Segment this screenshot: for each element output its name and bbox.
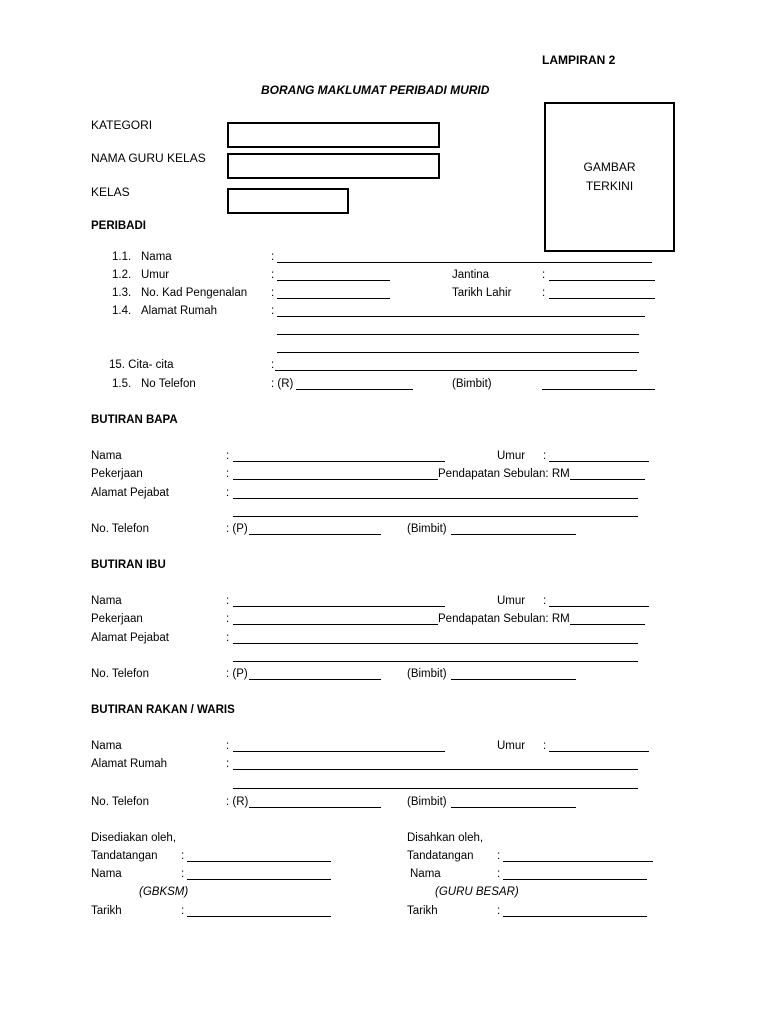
photo-label-line1: GAMBAR <box>583 160 636 174</box>
waris-heading: BUTIRAN RAKAN / WARIS <box>91 704 235 716</box>
bapa-bimbit-label: (Bimbit) <box>407 523 447 535</box>
bapa-nama-label: Nama <box>91 450 122 462</box>
waris-alamat-line-1[interactable] <box>233 769 638 770</box>
colon: : <box>226 632 230 644</box>
ibu-nama-line[interactable] <box>233 606 445 607</box>
ibu-nama-label: Nama <box>91 595 122 607</box>
left-tandatangan-label: Tandatangan <box>91 850 158 862</box>
peribadi-heading: PERIBADI <box>91 220 146 232</box>
colon: : <box>226 450 230 462</box>
bapa-alamat-line-2[interactable] <box>233 516 638 517</box>
form-title: BORANG MAKLUMAT PERIBADI MURID <box>261 83 490 97</box>
kategori-box[interactable] <box>227 122 440 148</box>
colon: : <box>181 868 185 880</box>
peribadi-bimbit-line[interactable] <box>542 389 655 390</box>
bapa-heading: BUTIRAN BAPA <box>91 414 178 426</box>
left-tarikh-label: Tarikh <box>91 905 122 917</box>
peribadi-telefon-line[interactable] <box>296 389 413 390</box>
left-tarikh-line[interactable] <box>187 916 331 917</box>
num-1-2: 1.2. <box>112 269 132 281</box>
waris-bimbit-line[interactable] <box>451 807 576 808</box>
ibu-bimbit-line[interactable] <box>451 679 576 680</box>
gbksm-label: (GBKSM) <box>139 886 189 898</box>
nama-guru-kelas-box[interactable] <box>227 153 440 179</box>
rumah-prefix: : (R) <box>271 378 294 390</box>
bapa-pendapatan-label: Pendapatan Sebulan: RM <box>438 468 570 480</box>
peribadi-nama-label: Nama <box>141 251 172 263</box>
ibu-alamat-line-2[interactable] <box>233 661 638 662</box>
colon: : <box>226 613 230 625</box>
colon: : <box>542 269 546 281</box>
waris-umur-label: Umur <box>497 740 526 752</box>
colon: : <box>497 850 501 862</box>
right-tandatangan-line[interactable] <box>503 861 653 862</box>
colon: : <box>181 850 185 862</box>
ibu-bimbit-label: (Bimbit) <box>407 668 447 680</box>
peribadi-telefon-label: No Telefon <box>141 378 196 390</box>
colon: : <box>271 305 275 317</box>
tarikh-lahir-label: Tarikh Lahir <box>452 287 512 299</box>
waris-nama-line[interactable] <box>233 751 445 752</box>
kelas-label: KELAS <box>91 185 130 199</box>
disediakan-oleh-label: Disediakan oleh, <box>91 832 177 844</box>
peribadi-umur-line[interactable] <box>277 280 390 281</box>
num-1-1: 1.1. <box>112 251 132 263</box>
colon: : <box>271 269 275 281</box>
kelas-box[interactable] <box>227 188 349 214</box>
alamat-rumah-line-2[interactable] <box>277 334 639 335</box>
num-1-3: 1.3. <box>112 287 132 299</box>
ibu-alamat-label: Alamat Pejabat <box>91 632 169 644</box>
jantina-line[interactable] <box>549 280 655 281</box>
ibu-pekerjaan-line[interactable] <box>233 624 438 625</box>
alamat-rumah-line-1[interactable] <box>277 316 645 317</box>
waris-alamat-label: Alamat Rumah <box>91 758 168 770</box>
colon: : <box>497 868 501 880</box>
jantina-label: Jantina <box>452 269 490 281</box>
left-nama-label: Nama <box>91 868 122 880</box>
photo-box[interactable] <box>544 102 675 252</box>
kad-pengenalan-line[interactable] <box>277 298 390 299</box>
bapa-pekerjaan-line[interactable] <box>233 479 438 480</box>
pejabat-prefix: : (P) <box>226 668 248 680</box>
photo-label-line2: TERKINI <box>585 179 634 193</box>
right-tarikh-line[interactable] <box>503 916 647 917</box>
rumah-prefix: : (R) <box>226 796 249 808</box>
colon: : <box>271 359 275 371</box>
peribadi-bimbit-label: (Bimbit) <box>452 378 492 390</box>
right-tandatangan-label: Tandatangan <box>407 850 474 862</box>
ibu-pendapatan-label: Pendapatan Sebulan: RM <box>438 613 570 625</box>
tarikh-lahir-line[interactable] <box>549 298 655 299</box>
bapa-telefon-line[interactable] <box>249 534 381 535</box>
bapa-pendapatan-line[interactable] <box>570 479 645 480</box>
peribadi-nama-line[interactable] <box>277 262 652 263</box>
bapa-alamat-label: Alamat Pejabat <box>91 487 169 499</box>
colon: : <box>226 487 230 499</box>
ibu-alamat-line-1[interactable] <box>233 643 638 644</box>
colon: : <box>226 595 230 607</box>
peribadi-umur-label: Umur <box>141 269 170 281</box>
lampiran-label: LAMPIRAN 2 <box>542 53 616 67</box>
cita-cita-line[interactable] <box>275 370 637 371</box>
ibu-pendapatan-line[interactable] <box>570 624 645 625</box>
nama-guru-kelas-label: NAMA GURU KELAS <box>91 151 206 165</box>
ibu-telefon-line[interactable] <box>249 679 381 680</box>
left-tandatangan-line[interactable] <box>187 861 331 862</box>
bapa-umur-label: Umur <box>497 450 526 462</box>
colon: : <box>181 905 185 917</box>
alamat-rumah-line-3[interactable] <box>277 352 639 353</box>
num-1-4: 1.4. <box>112 305 132 317</box>
ibu-heading: BUTIRAN IBU <box>91 559 166 571</box>
bapa-pekerjaan-label: Pekerjaan <box>91 468 143 480</box>
bapa-alamat-line-1[interactable] <box>233 498 638 499</box>
ibu-pekerjaan-label: Pekerjaan <box>91 613 143 625</box>
pejabat-prefix: : (P) <box>226 523 248 535</box>
colon: : <box>542 287 546 299</box>
colon: : <box>226 468 230 480</box>
ibu-telefon-label: No. Telefon <box>91 668 149 680</box>
ibu-umur-label: Umur <box>497 595 526 607</box>
colon: : <box>497 905 501 917</box>
waris-alamat-line-2[interactable] <box>233 788 638 789</box>
colon: : <box>226 740 230 752</box>
waris-telefon-line[interactable] <box>249 807 381 808</box>
waris-bimbit-label: (Bimbit) <box>407 796 447 808</box>
right-tarikh-label: Tarikh <box>407 905 438 917</box>
kad-pengenalan-label: No. Kad Pengenalan <box>141 287 248 299</box>
waris-telefon-label: No. Telefon <box>91 796 149 808</box>
bapa-umur-line[interactable] <box>549 461 649 462</box>
num-1-5: 1.5. <box>112 378 132 390</box>
waris-umur-line[interactable] <box>549 751 649 752</box>
right-nama-label: Nama <box>410 868 441 880</box>
colon: : <box>543 740 547 752</box>
colon: : <box>271 287 275 299</box>
colon: : <box>271 251 275 263</box>
disahkan-oleh-label: Disahkan oleh, <box>407 832 484 844</box>
kategori-label: KATEGORI <box>91 118 153 132</box>
alamat-rumah-label: Alamat Rumah <box>141 305 218 317</box>
right-nama-line[interactable] <box>503 879 647 880</box>
ibu-umur-line[interactable] <box>549 606 649 607</box>
cita-cita-label: 15. Cita- cita <box>109 359 174 371</box>
bapa-bimbit-line[interactable] <box>451 534 576 535</box>
bapa-telefon-label: No. Telefon <box>91 523 149 535</box>
waris-nama-label: Nama <box>91 740 122 752</box>
colon: : <box>226 758 230 770</box>
guru-besar-label: (GURU BESAR) <box>435 886 519 898</box>
colon: : <box>543 450 547 462</box>
bapa-nama-line[interactable] <box>233 461 445 462</box>
left-nama-line[interactable] <box>187 879 331 880</box>
colon: : <box>543 595 547 607</box>
